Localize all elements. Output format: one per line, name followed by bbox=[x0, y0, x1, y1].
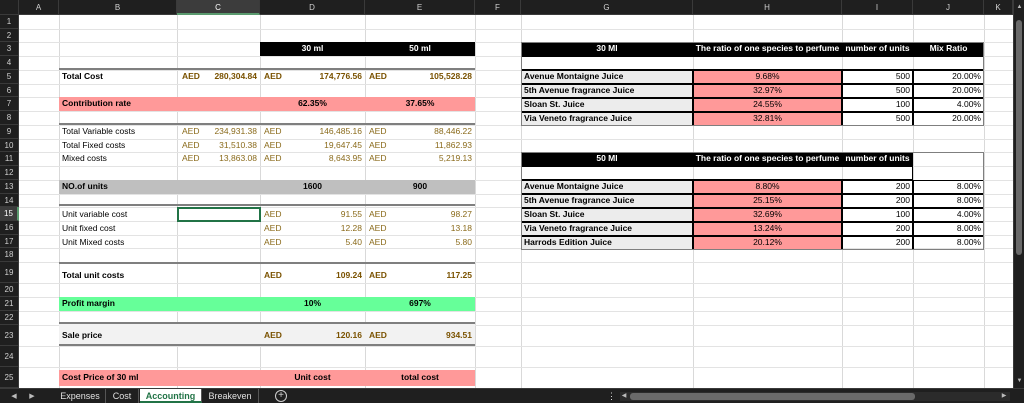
table30-header-ratio: The ratio of one species to perfume bbox=[695, 43, 840, 53]
more-options-icon[interactable]: ⋮ bbox=[607, 391, 616, 401]
total-cost-c-currency: AED bbox=[182, 71, 200, 81]
total-cost-d-value: 174,776.56 bbox=[319, 71, 362, 81]
unit-var-d-currency: AED bbox=[264, 209, 282, 219]
units-label: NO.of units bbox=[62, 181, 108, 191]
table-row-units: 500 bbox=[895, 71, 910, 81]
table-row-name: Via Veneto fragrance Juice bbox=[524, 113, 633, 123]
row-header-18[interactable]: 18 bbox=[0, 248, 19, 262]
variable-d-currency: AED bbox=[264, 126, 282, 136]
unit-mixed-d-currency: AED bbox=[264, 237, 282, 247]
total-unit-label: Total unit costs bbox=[62, 270, 125, 280]
unit-var-d-value: 91.55 bbox=[340, 209, 362, 219]
horizontal-scroll-thumb[interactable] bbox=[630, 393, 915, 400]
row-header-5[interactable]: 5 bbox=[0, 70, 19, 84]
header-50ml: 50 ml bbox=[409, 43, 431, 53]
variable-c-value: 234,931.38 bbox=[214, 126, 257, 136]
vertical-scrollbar[interactable] bbox=[1013, 0, 1024, 388]
fixed-c-value: 31,510.38 bbox=[219, 140, 257, 150]
cost-price-d-header: Unit cost bbox=[294, 372, 331, 382]
table-row-ratio: 32.81% bbox=[753, 113, 782, 123]
select-all-corner[interactable] bbox=[0, 0, 19, 15]
table-row-units: 200 bbox=[895, 195, 910, 205]
grid-row-line bbox=[19, 346, 1013, 347]
scroll-left-icon[interactable]: ◀ bbox=[621, 393, 627, 399]
mixed-d-currency: AED bbox=[264, 153, 282, 163]
total-unit-d-value: 109.24 bbox=[336, 270, 362, 280]
sale-e-currency: AED bbox=[369, 330, 387, 340]
table-row-units: 500 bbox=[895, 85, 910, 95]
row-header-8[interactable]: 8 bbox=[0, 111, 19, 125]
row-header-17[interactable]: 17 bbox=[0, 235, 19, 248]
total-cost-c-value: 280,304.84 bbox=[214, 71, 257, 81]
table-row-name: Avenue Montaigne Juice bbox=[524, 71, 624, 81]
column-header-j[interactable]: J bbox=[913, 0, 984, 15]
column-header-f[interactable]: F bbox=[475, 0, 521, 15]
vertical-scroll-thumb[interactable] bbox=[1016, 20, 1022, 255]
sale-e-value: 934.51 bbox=[446, 330, 472, 340]
fixed-d-value: 19,647.45 bbox=[324, 140, 362, 150]
table-row-name: Avenue Montaigne Juice bbox=[524, 181, 624, 191]
mixed-c-value: 13,863.08 bbox=[219, 153, 257, 163]
scroll-up-icon[interactable]: ▲ bbox=[1016, 4, 1023, 10]
profit-d-value: 10% bbox=[303, 298, 321, 308]
variable-label: Total Variable costs bbox=[62, 126, 136, 136]
table30-header-mix: Mix Ratio bbox=[929, 43, 968, 53]
unit-fixed-d-value: 12.28 bbox=[340, 223, 362, 233]
fixed-c-currency: AED bbox=[182, 140, 200, 150]
unit-var-e-value: 98.27 bbox=[450, 209, 472, 219]
column-header-k[interactable]: K bbox=[984, 0, 1013, 15]
tab-breakeven[interactable]: Breakeven bbox=[202, 389, 259, 403]
table50-header-ratio: The ratio of one species to perfume bbox=[695, 153, 840, 163]
table-row-mix: 20.00% bbox=[952, 71, 981, 81]
tab-expenses[interactable]: Expenses bbox=[55, 389, 106, 403]
cost-price-e-header: total cost bbox=[401, 372, 439, 382]
table-row-ratio: 25.15% bbox=[753, 195, 782, 205]
table50-header-units: number of units bbox=[845, 153, 910, 163]
table-row-name: Sloan St. Juice bbox=[524, 99, 585, 109]
table-row-mix: 4.00% bbox=[956, 209, 981, 219]
mixed-e-value: 5,219.13 bbox=[438, 153, 472, 163]
table50-header-name: 50 Ml bbox=[596, 153, 618, 163]
grid-row-line bbox=[19, 29, 1013, 30]
row-header-1[interactable]: 1 bbox=[0, 15, 19, 29]
unit-fixed-label: Unit fixed cost bbox=[62, 223, 116, 233]
grid-row-line bbox=[19, 367, 1013, 368]
row-header-14[interactable]: 14 bbox=[0, 194, 19, 207]
horizontal-scrollbar[interactable] bbox=[620, 392, 1010, 401]
table-row-ratio: 24.55% bbox=[753, 99, 782, 109]
table-row-units: 200 bbox=[895, 181, 910, 191]
table-row-mix: 8.00% bbox=[956, 195, 981, 205]
table-row-units: 500 bbox=[895, 113, 910, 123]
table50-frame bbox=[521, 152, 984, 250]
table-row-mix: 20.00% bbox=[952, 85, 981, 95]
total-cost-d-currency: AED bbox=[264, 71, 282, 81]
table-row-ratio: 32.97% bbox=[753, 85, 782, 95]
table-row-name: 5th Avenue fragrance Juice bbox=[524, 195, 635, 205]
table-row-mix: 8.00% bbox=[956, 237, 981, 247]
table-row-name: Via Veneto fragrance Juice bbox=[524, 223, 633, 233]
divider-unit-costs bbox=[59, 204, 475, 206]
column-header-b[interactable]: B bbox=[59, 0, 177, 15]
next-sheet-icon[interactable]: ▶ bbox=[29, 393, 35, 400]
row-header-9[interactable]: 9 bbox=[0, 125, 19, 139]
selected-cell-c15[interactable] bbox=[177, 207, 261, 222]
column-header-e[interactable]: E bbox=[365, 0, 475, 15]
column-header-c[interactable]: C bbox=[177, 0, 260, 15]
unit-mixed-e-currency: AED bbox=[369, 237, 387, 247]
contribution-e-value: 37.65% bbox=[405, 98, 435, 108]
row-header-21[interactable]: 21 bbox=[0, 297, 19, 311]
grid-row-line bbox=[19, 311, 1013, 312]
mixed-c-currency: AED bbox=[182, 153, 200, 163]
row-header-22[interactable]: 22 bbox=[0, 311, 19, 325]
sale-d-currency: AED bbox=[264, 330, 282, 340]
row-header-10[interactable]: 10 bbox=[0, 139, 19, 152]
row-header-3[interactable]: 3 bbox=[0, 42, 19, 56]
table-row-ratio: 9.68% bbox=[755, 71, 780, 81]
scroll-down-icon[interactable]: ▼ bbox=[1016, 378, 1023, 384]
column-header-h[interactable]: H bbox=[693, 0, 842, 15]
row-header-19[interactable]: 19 bbox=[0, 262, 19, 283]
mixed-label: Mixed costs bbox=[62, 153, 107, 163]
table-row-units: 100 bbox=[895, 209, 910, 219]
header-30ml: 30 ml bbox=[301, 43, 324, 53]
prev-sheet-icon[interactable]: ◀ bbox=[11, 393, 17, 400]
row-header-13[interactable]: 13 bbox=[0, 180, 19, 194]
fixed-d-currency: AED bbox=[264, 140, 282, 150]
sale-label: Sale price bbox=[62, 330, 103, 340]
table-row-mix: 8.00% bbox=[956, 223, 981, 233]
table-row-ratio: 32.69% bbox=[753, 209, 782, 219]
row-header-2[interactable]: 2 bbox=[0, 29, 19, 42]
column-header-a[interactable]: A bbox=[19, 0, 59, 15]
row-header-11[interactable]: 11 bbox=[0, 152, 19, 166]
unit-fixed-e-value: 13.18 bbox=[450, 223, 472, 233]
variable-e-currency: AED bbox=[369, 126, 387, 136]
variable-c-currency: AED bbox=[182, 126, 200, 136]
add-sheet-icon[interactable]: + bbox=[275, 390, 287, 402]
column-header-i[interactable]: I bbox=[842, 0, 913, 15]
row-header-7[interactable]: 7 bbox=[0, 97, 19, 111]
cost-price-label: Cost Price of 30 ml bbox=[62, 372, 139, 382]
table-row-name: Sloan St. Juice bbox=[524, 209, 585, 219]
divider-sale-bottom bbox=[59, 344, 475, 346]
tab-cost[interactable]: Cost bbox=[106, 389, 139, 403]
row-header-6[interactable]: 6 bbox=[0, 84, 19, 97]
row-header-15[interactable]: 15 bbox=[0, 207, 19, 221]
divider-sale-top bbox=[59, 322, 475, 324]
units-d-value: 1600 bbox=[303, 181, 322, 191]
table-row-ratio: 20.12% bbox=[753, 237, 782, 247]
fixed-e-value: 11,862.93 bbox=[434, 140, 472, 150]
row-header-20[interactable]: 20 bbox=[0, 283, 19, 297]
sheet-tab-bar bbox=[0, 388, 1024, 403]
profit-e-value: 697% bbox=[409, 298, 431, 308]
row-header-24[interactable]: 24 bbox=[0, 346, 19, 367]
total-cost-label: Total Cost bbox=[62, 71, 103, 81]
grid-row-line bbox=[19, 283, 1013, 284]
table-row-name: 5th Avenue fragrance Juice bbox=[524, 85, 635, 95]
total-unit-e-value: 117.25 bbox=[446, 270, 472, 280]
row-header-16[interactable]: 16 bbox=[0, 221, 19, 235]
table30-header-name: 30 Ml bbox=[596, 43, 618, 53]
column-header-g[interactable]: G bbox=[521, 0, 693, 15]
table-row-mix: 8.00% bbox=[956, 181, 981, 191]
row-header-4[interactable]: 4 bbox=[0, 56, 19, 70]
contribution-d-value: 62.35% bbox=[298, 98, 327, 108]
row-header-25[interactable]: 25 bbox=[0, 367, 19, 388]
table-row-units: 200 bbox=[895, 223, 910, 233]
unit-mixed-d-value: 5.40 bbox=[345, 237, 362, 247]
profit-label: Profit margin bbox=[62, 298, 115, 308]
table-row-mix: 20.00% bbox=[952, 113, 981, 123]
total-cost-e-currency: AED bbox=[369, 71, 387, 81]
variable-e-value: 88,446.22 bbox=[434, 126, 472, 136]
table-row-name: Harrods Edition Juice bbox=[524, 237, 612, 247]
contribution-label: Contribution rate bbox=[62, 98, 131, 108]
row-header-12[interactable]: 12 bbox=[0, 166, 19, 180]
mixed-e-currency: AED bbox=[369, 153, 387, 163]
unit-mixed-label: Unit Mixed costs bbox=[62, 237, 125, 247]
total-unit-e-currency: AED bbox=[369, 270, 387, 280]
divider-total-unit bbox=[59, 262, 475, 264]
table-row-ratio: 13.24% bbox=[753, 223, 782, 233]
sale-d-value: 120.16 bbox=[336, 330, 362, 340]
table-row-units: 100 bbox=[895, 99, 910, 109]
total-unit-d-currency: AED bbox=[264, 270, 282, 280]
table-row-units: 200 bbox=[895, 237, 910, 247]
row-header-23[interactable]: 23 bbox=[0, 325, 19, 346]
unit-fixed-d-currency: AED bbox=[264, 223, 282, 233]
fixed-label: Total Fixed costs bbox=[62, 140, 126, 150]
table30-frame bbox=[521, 42, 984, 126]
variable-d-value: 146,485.16 bbox=[319, 126, 362, 136]
mixed-d-value: 8,643.95 bbox=[328, 153, 362, 163]
scroll-right-icon[interactable]: ▶ bbox=[1001, 393, 1007, 399]
unit-var-e-currency: AED bbox=[369, 209, 387, 219]
table-row-ratio: 8.80% bbox=[755, 181, 780, 191]
column-header-d[interactable]: D bbox=[260, 0, 365, 15]
tab-accounting[interactable]: Accounting bbox=[140, 389, 202, 403]
unit-mixed-e-value: 5.80 bbox=[455, 237, 472, 247]
unit-var-label: Unit variable cost bbox=[62, 209, 128, 219]
fixed-e-currency: AED bbox=[369, 140, 387, 150]
total-cost-e-value: 105,528.28 bbox=[429, 71, 472, 81]
unit-fixed-e-currency: AED bbox=[369, 223, 387, 233]
table30-header-units: number of units bbox=[845, 43, 910, 53]
table-row-mix: 4.00% bbox=[956, 99, 981, 109]
units-e-value: 900 bbox=[412, 181, 428, 191]
